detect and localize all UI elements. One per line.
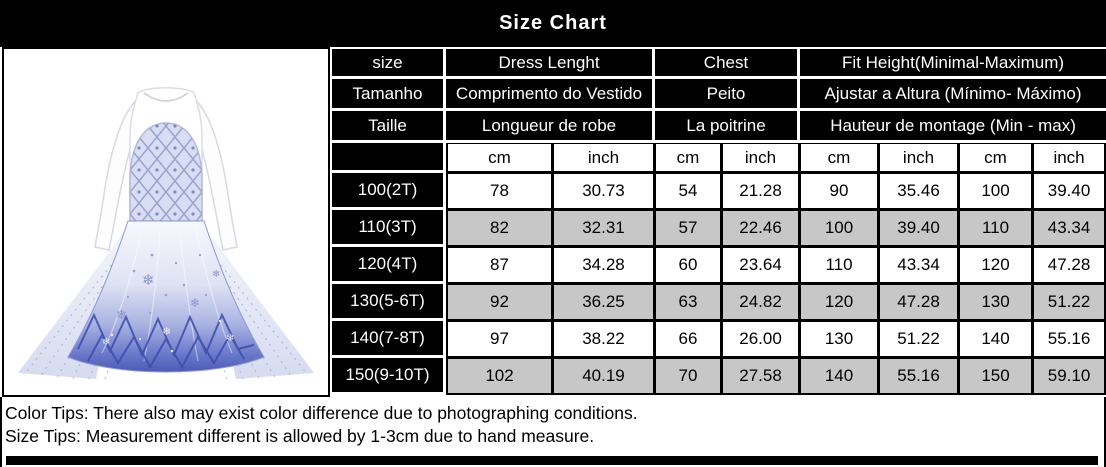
value-cell: 140 — [959, 321, 1033, 358]
value-cell: 60 — [655, 247, 722, 284]
bottom-divider-bar — [6, 456, 1098, 465]
table-row — [332, 173, 1106, 210]
value-cell: 30.73 — [553, 173, 655, 210]
unit-cell: cm — [446, 143, 553, 173]
value-cell: 66 — [655, 321, 722, 358]
unit-cell: cm — [800, 143, 879, 173]
header-row-pt — [332, 79, 1106, 111]
col-header-chest-fr: La poitrine — [655, 111, 800, 143]
value-cell: 54 — [655, 173, 722, 210]
page-title: Size Chart — [499, 12, 607, 34]
value-cell: 110 — [800, 247, 879, 284]
value-cell: 55.16 — [879, 358, 959, 395]
dress-product-image — [4, 49, 328, 395]
value-cell: 36.25 — [553, 284, 655, 321]
unit-cell: inch — [879, 143, 959, 173]
size-tip-text: Size Tips: Measurement different is allowed by 1-3cm due to hand measure. — [5, 426, 595, 446]
value-cell: 130 — [959, 284, 1033, 321]
value-cell: 40.19 — [553, 358, 655, 395]
svg-text:❄: ❄ — [162, 325, 172, 338]
table-row — [332, 321, 1106, 358]
value-cell: 63 — [655, 284, 722, 321]
table-row — [332, 247, 1106, 284]
value-cell: 35.46 — [879, 173, 959, 210]
value-cell: 51.22 — [879, 321, 959, 358]
value-cell: 90 — [800, 173, 879, 210]
value-cell: 120 — [959, 247, 1033, 284]
size-label-cell: 140(7-8T) — [332, 321, 446, 358]
value-cell: 70 — [655, 358, 722, 395]
col-header-dress-length-pt: Comprimento do Vestido — [446, 79, 655, 111]
size-label-cell: 110(3T) — [332, 210, 446, 247]
unit-cell: inch — [1033, 143, 1106, 173]
svg-text:❄: ❄ — [212, 269, 221, 280]
value-cell: 97 — [446, 321, 553, 358]
size-chart-table — [332, 47, 1106, 395]
tips-section — [0, 397, 1106, 467]
col-header-dress-length-fr: Longueur de robe — [446, 111, 655, 143]
value-cell: 39.40 — [1033, 173, 1106, 210]
col-header-fit-height: Fit Height(Minimal-Maximum) — [800, 47, 1106, 79]
unit-spacer-cell — [332, 143, 446, 173]
value-cell: 87 — [446, 247, 553, 284]
value-cell: 102 — [446, 358, 553, 395]
value-cell: 26.00 — [722, 321, 800, 358]
value-cell: 27.58 — [722, 358, 800, 395]
product-image-frame — [2, 47, 330, 397]
value-cell: 22.46 — [722, 210, 800, 247]
color-tip-text: Color Tips: There also may exist color difference due to photographing conditions. — [5, 403, 638, 423]
value-cell: 92 — [446, 284, 553, 321]
value-cell: 130 — [800, 321, 879, 358]
svg-text:❄: ❄ — [226, 333, 235, 344]
unit-cell: cm — [959, 143, 1033, 173]
col-header-chest-pt: Peito — [655, 79, 800, 111]
value-cell: 55.16 — [1033, 321, 1106, 358]
value-cell: 78 — [446, 173, 553, 210]
value-cell: 100 — [800, 210, 879, 247]
col-header-size-pt: Tamanho — [332, 79, 446, 111]
value-cell: 23.64 — [722, 247, 800, 284]
value-cell: 120 — [800, 284, 879, 321]
value-cell: 43.34 — [1033, 210, 1106, 247]
unit-row — [332, 143, 1106, 173]
size-label-cell: 100(2T) — [332, 173, 446, 210]
value-cell: 21.28 — [722, 173, 800, 210]
value-cell: 47.28 — [879, 284, 959, 321]
header-row-fr — [332, 111, 1106, 143]
value-cell: 38.22 — [553, 321, 655, 358]
table-row — [332, 358, 1106, 395]
svg-text:❄: ❄ — [116, 308, 127, 323]
value-cell: 110 — [959, 210, 1033, 247]
value-cell: 59.10 — [1033, 358, 1106, 395]
value-cell: 82 — [446, 210, 553, 247]
col-header-size-fr: Taille — [332, 111, 446, 143]
svg-text:❄: ❄ — [142, 271, 155, 289]
unit-cell: cm — [655, 143, 722, 173]
value-cell: 51.22 — [1033, 284, 1106, 321]
value-cell: 24.82 — [722, 284, 800, 321]
table-row — [332, 284, 1106, 321]
col-header-chest: Chest — [655, 47, 800, 79]
col-header-fit-height-fr: Hauteur de montage (Min - max) — [800, 111, 1106, 143]
size-label-cell: 130(5-6T) — [332, 284, 446, 321]
col-header-size: size — [332, 47, 446, 79]
value-cell: 47.28 — [1033, 247, 1106, 284]
svg-text:❄: ❄ — [190, 296, 201, 310]
title-bar — [0, 0, 1106, 47]
value-cell: 34.28 — [553, 247, 655, 284]
value-cell: 150 — [959, 358, 1033, 395]
value-cell: 140 — [800, 358, 879, 395]
value-cell: 57 — [655, 210, 722, 247]
col-header-dress-length: Dress Lenght — [446, 47, 655, 79]
col-header-fit-height-pt: Ajustar a Altura (Mínimo- Máximo) — [800, 79, 1106, 111]
value-cell: 39.40 — [879, 210, 959, 247]
header-row-en — [332, 47, 1106, 79]
unit-cell: inch — [722, 143, 800, 173]
value-cell: 100 — [959, 173, 1033, 210]
size-label-cell: 150(9-10T) — [332, 358, 446, 395]
value-cell: 43.34 — [879, 247, 959, 284]
unit-cell: inch — [553, 143, 655, 173]
size-label-cell: 120(4T) — [332, 247, 446, 284]
table-row — [332, 210, 1106, 247]
value-cell: 32.31 — [553, 210, 655, 247]
svg-text:❄: ❄ — [102, 337, 111, 348]
